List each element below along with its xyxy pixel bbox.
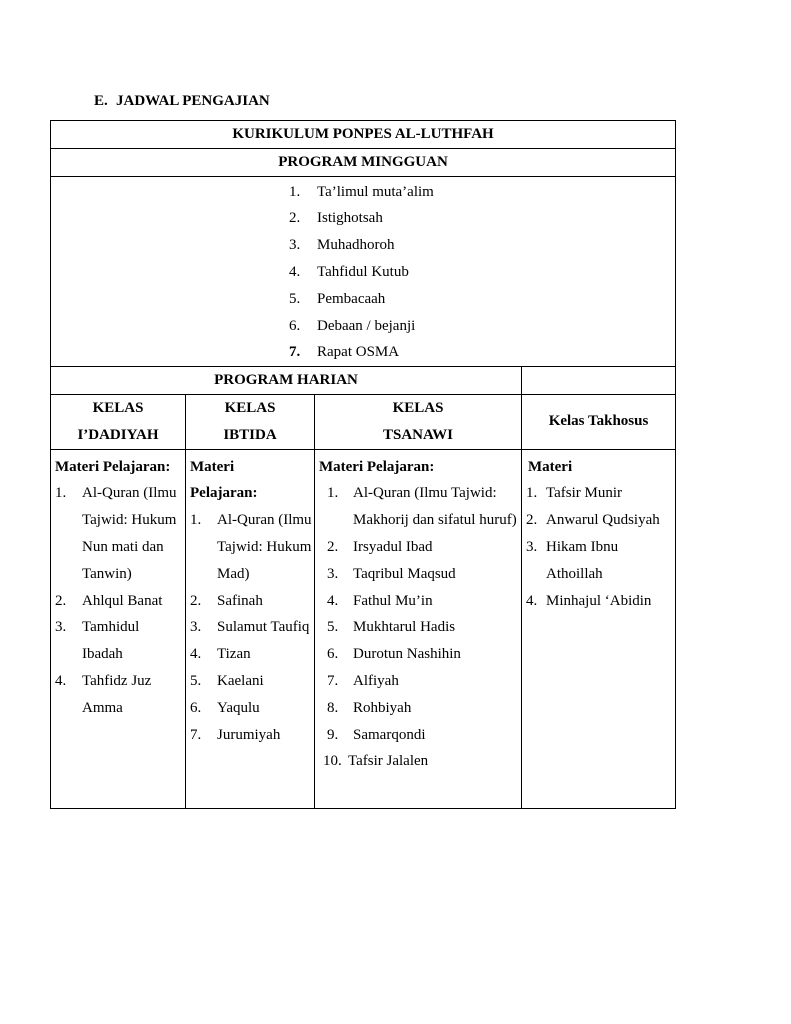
idadiyah-cell [51,449,186,808]
list-item: 7. Jurumiyah [190,726,281,743]
column-header-idadiyah: KELAS I’DADIYAH [51,394,186,449]
tsanawi-label: Materi Pelajaran: [319,458,435,475]
list-item: 4. Minhajul ‘Abidin [526,592,652,609]
list-item: 1. Al-Quran (Ilmu Tajwid: Hukum Mad) [190,512,312,582]
takhosus-label: Materi [528,458,573,475]
column-header-ibtida: KELAS IBTIDA [186,394,315,449]
ibtida-label-line2: Pelajaran: [190,485,258,502]
ibtida-label-line1: Materi [190,458,235,475]
tsanawi-cell [315,449,522,808]
list-item: 3. Taqribul Maqsud [327,565,456,582]
weekly-program-list [51,179,675,367]
list-item: 4. Tizan [190,646,251,663]
daily-program-title: PROGRAM HARIAN [51,367,522,395]
section-title: JADWAL PENGAJIAN [116,93,270,109]
table-title: KURIKULUM PONPES AL-LUTHFAH [51,121,676,149]
idadiyah-label: Materi Pelajaran: [55,458,171,475]
list-item: 2. Anwarul Qudsiyah [526,512,660,529]
list-item: 3. Hikam Ibnu Athoillah [526,538,619,582]
list-item: 1. Al-Quran (Ilmu Tajwid: Makhorij dan sifatul huruf) [327,485,517,529]
ibtida-cell [186,449,315,808]
list-item: 5. Kaelani [190,672,264,689]
list-item: 2. Ahlqul Banat [55,592,163,609]
section-heading [94,93,270,110]
list-item: 2. Irsyadul Ibad [327,538,433,555]
curriculum-table [50,120,676,809]
list-item: 1. Ta’limul muta’alim [289,183,434,200]
list-item: 3. Tamhidul Ibadah [55,619,140,663]
weekly-program-title: PROGRAM MINGGUAN [51,148,676,176]
list-item: 7. Alfiyah [327,672,399,689]
takhosus-list [526,480,673,614]
tsanawi-list [319,480,519,775]
column-header-tsanawi: KELAS TSANAWI [315,394,522,449]
idadiyah-list [55,480,183,721]
list-item: 3. Sulamut Taufiq [190,619,310,636]
list-item: 3. Muhadhoroh [289,237,395,254]
list-item: 10. Tafsir Jalalen [323,753,429,770]
list-item: 1. Al-Quran (Ilmu Tajwid: Hukum Nun mati dan Tanwin) [55,485,177,582]
list-item: 6. Yaqulu [190,699,260,716]
ibtida-list [190,507,312,748]
list-item: 7. Rapat OSMA [289,344,400,361]
weekly-program-cell [51,176,676,367]
list-item: 6. Durotun Nashihin [327,646,461,663]
takhosus-cell [522,449,676,808]
list-item: 2. Safinah [190,592,263,609]
list-item: 6. Debaan / bejanji [289,317,416,334]
list-item: 4. Fathul Mu’in [327,592,433,609]
list-item: 5. Mukhtarul Hadis [327,619,456,636]
section-letter: E. [94,93,108,109]
list-item: 2. Istighotsah [289,210,383,227]
empty-cell [522,367,676,395]
list-item: 4. Tahfidz Juz Amma [55,672,152,716]
list-item: 9. Samarqondi [327,726,426,743]
list-item: 8. Rohbiyah [327,699,412,716]
list-item: 4. Tahfidul Kutub [289,263,409,280]
list-item: 5. Pembacaah [289,290,386,307]
list-item: 1. Tafsir Munir [526,485,623,502]
column-header-takhosus: Kelas Takhosus [522,394,676,449]
